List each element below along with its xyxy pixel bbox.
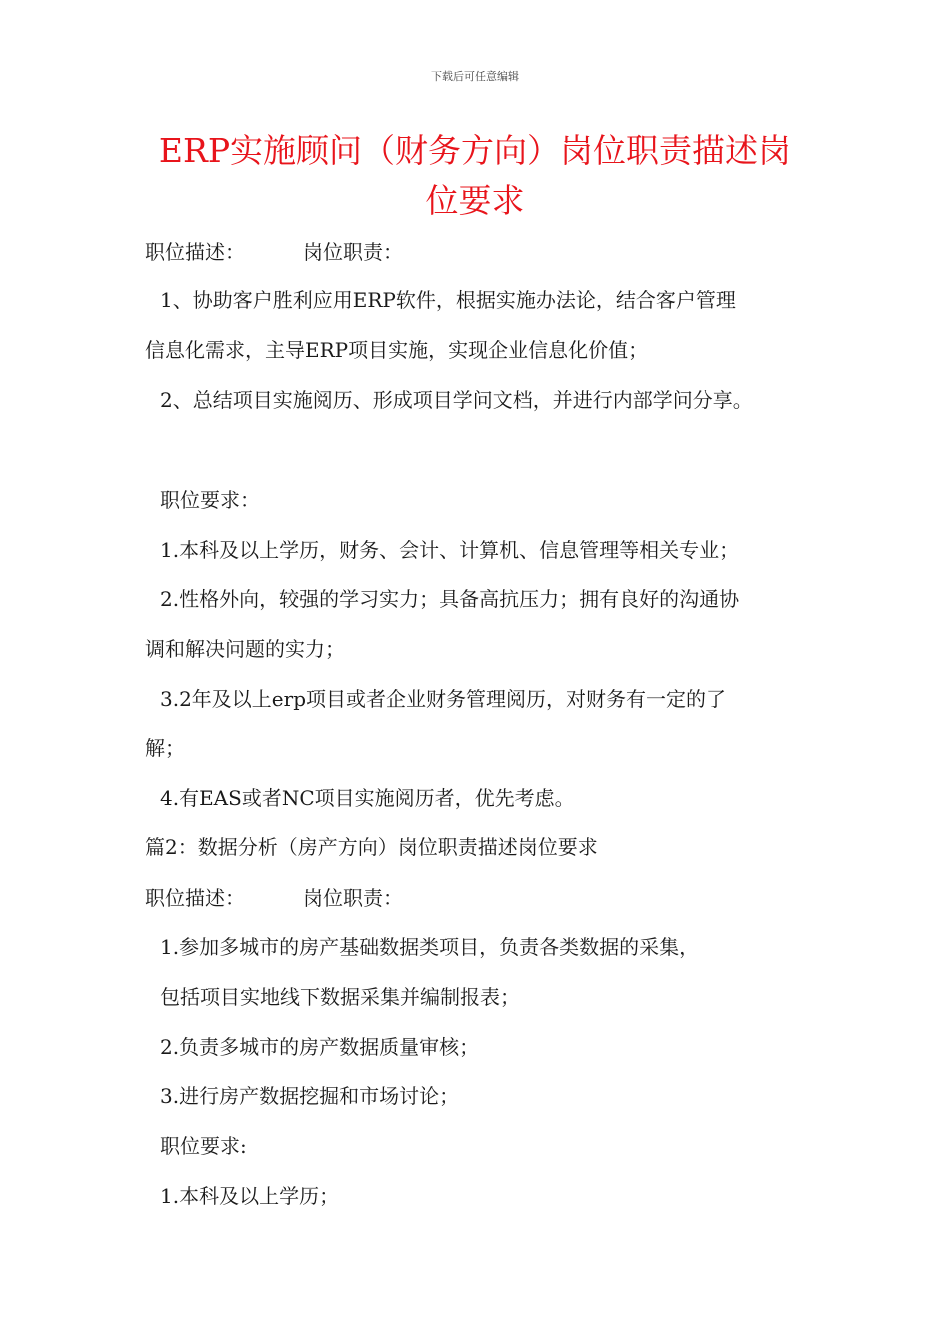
s2-label-row: [145, 884, 403, 912]
s1-req2-line1: 2.性格外向，较强的学习实力；具备高抗压力；拥有良好的沟通协: [160, 587, 740, 611]
s2-duty1-line1: 1.参加多城市的房产基础数据类项目，负责各类数据的采集，: [160, 935, 700, 959]
s2-duty2: 2.负责多城市的房产数据质量审核；: [160, 1035, 480, 1059]
s1-req4: 4.有EAS或者NC项目实施阅历者，优先考虑。: [160, 786, 575, 810]
s1-desc-label: 职位描述：: [145, 240, 245, 264]
document-title: [140, 126, 810, 226]
s2-req-label: 职位要求:: [160, 1134, 247, 1158]
s1-req1: 1.本科及以上学历，财务、会计、计算机、信息管理等相关专业；: [160, 538, 740, 562]
title-line-2: 位要求: [425, 181, 525, 220]
s1-req3-line1: 3.2年及以上erp项目或者企业财务管理阅历，对财务有一定的了: [160, 687, 727, 711]
s2-duty3: 3.进行房产数据挖掘和市场讨论；: [160, 1084, 460, 1108]
s2-desc-label: 职位描述：: [145, 886, 245, 910]
s2-duty1-line2: 包括项目实地线下数据采集并编制报表；: [160, 985, 520, 1009]
s1-duty2: 2、总结项目实施阅历、形成项目学问文档，并进行内部学问分享。: [160, 388, 753, 412]
title-line-1: ERP实施顾问（财务方向）岗位职责描述岗: [158, 131, 792, 170]
s1-duty-label: 岗位职责：: [303, 240, 403, 264]
s1-req3-line2: 解；: [145, 736, 185, 760]
s1-req2-line2: 调和解决问题的实力；: [145, 637, 345, 661]
s2-heading: 篇2：数据分析（房产方向）岗位职责描述岗位要求: [145, 835, 598, 859]
header-note: 下载后可任意编辑: [431, 70, 519, 83]
s2-req1: 1.本科及以上学历；: [160, 1184, 340, 1208]
s1-req-label: 职位要求：: [160, 488, 260, 512]
s1-duty1-line2: 信息化需求，主导ERP项目实施，实现企业信息化价值；: [145, 338, 649, 362]
s1-label-row: [145, 238, 403, 266]
s2-duty-label: 岗位职责：: [303, 886, 403, 910]
s1-duty1-line1: 1、协助客户胜利应用ERP软件，根据实施办法论，结合客户管理: [160, 288, 736, 312]
